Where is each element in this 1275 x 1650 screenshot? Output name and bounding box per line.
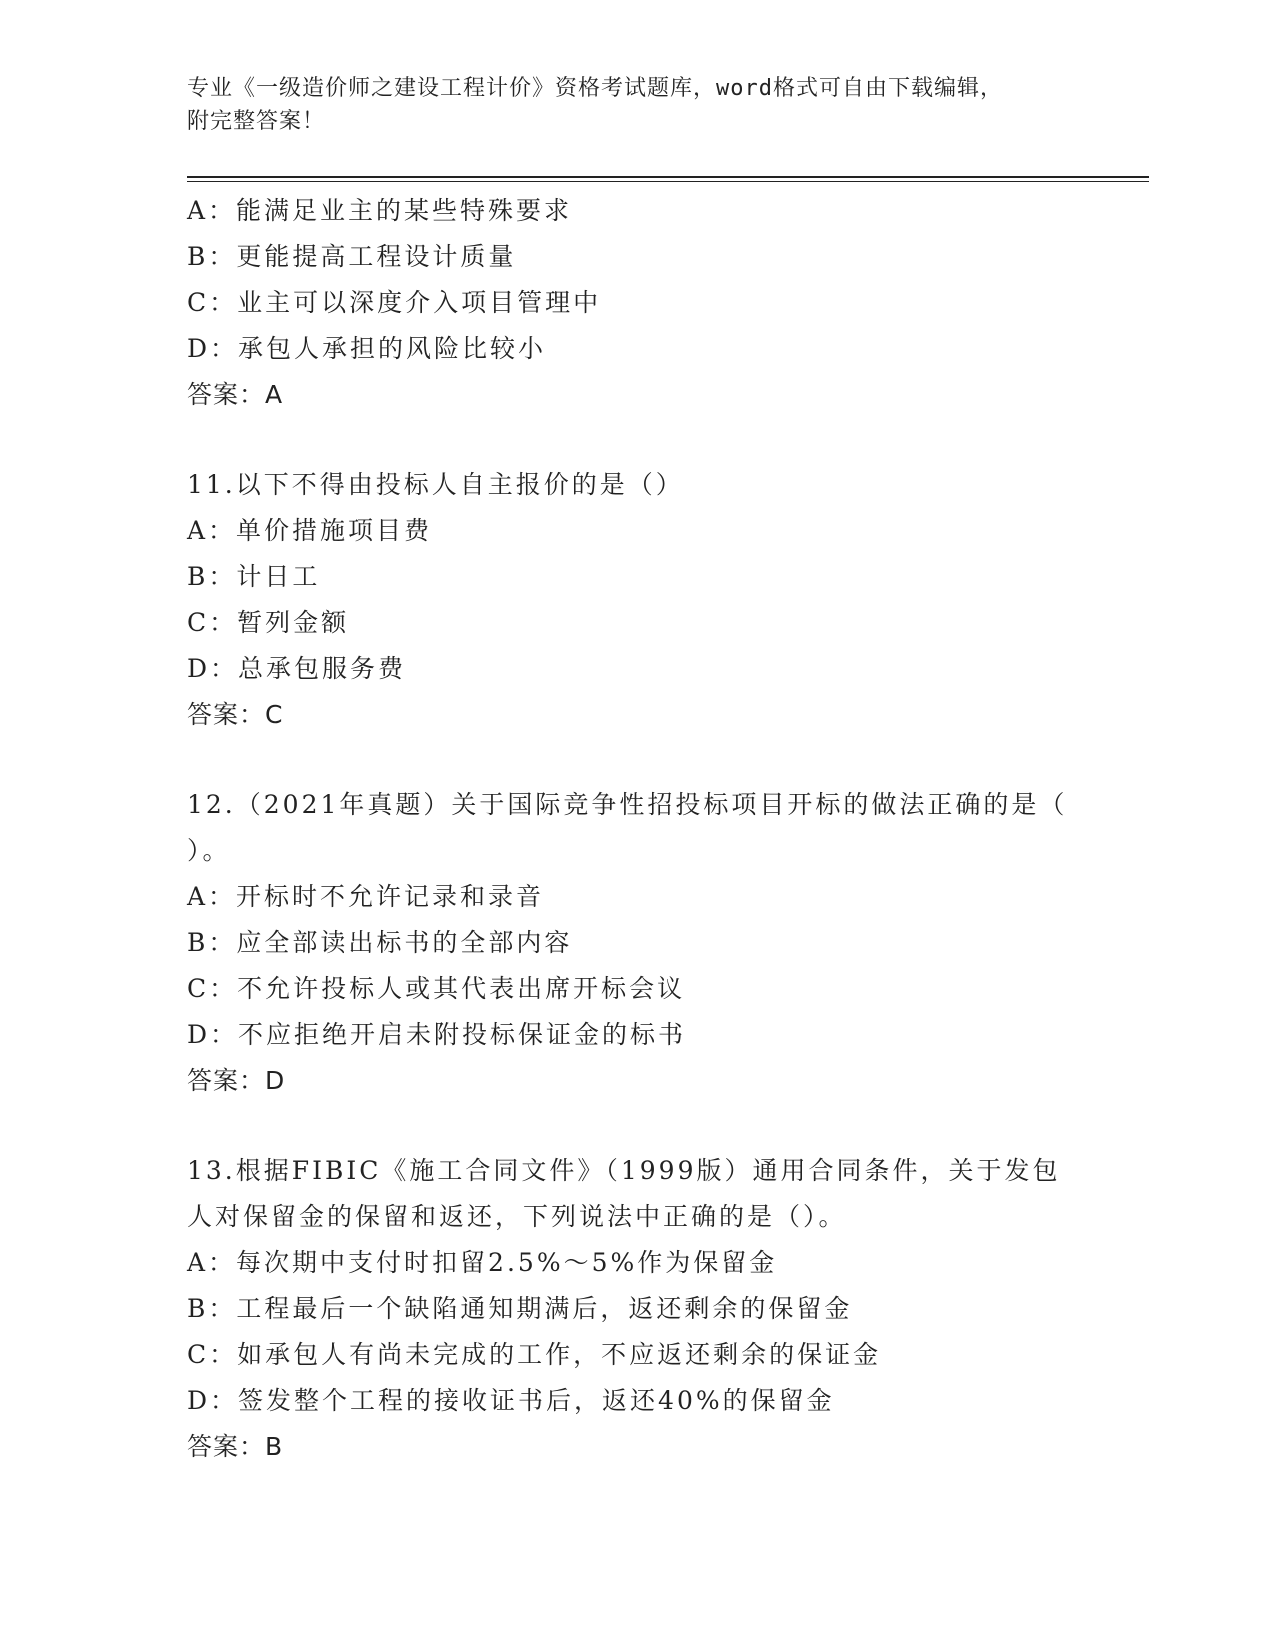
question-10 bbox=[187, 188, 1087, 418]
option-a: A：开标时不允许记录和录音 bbox=[187, 882, 545, 911]
option-c: C：如承包人有尚未完成的工作，不应返还剩余的保证金 bbox=[187, 1340, 882, 1369]
spacer bbox=[187, 1104, 1087, 1148]
question-stem-line-2: ）。 bbox=[187, 836, 231, 865]
option-a: A：能满足业主的某些特殊要求 bbox=[187, 196, 573, 225]
option-d: D：总承包服务费 bbox=[187, 654, 407, 683]
header-divider-thin bbox=[187, 181, 1149, 182]
option-a: A：单价措施项目费 bbox=[187, 516, 433, 545]
question-11 bbox=[187, 462, 1087, 738]
header-line-1: 专业《一级造价师之建设工程计价》资格考试题库，word格式可自由下载编辑， bbox=[187, 76, 1003, 101]
option-b: B：更能提高工程设计质量 bbox=[187, 242, 517, 271]
option-c: C：暂列金额 bbox=[187, 608, 350, 637]
question-stem: 11.以下不得由投标人自主报价的是（） bbox=[187, 470, 684, 499]
question-12 bbox=[187, 782, 1087, 1104]
option-b: B：计日工 bbox=[187, 562, 321, 591]
question-stem-line-1: 12.（2021年真题）关于国际竞争性招投标项目开标的做法正确的是（ bbox=[187, 790, 1068, 819]
question-stem-line-1: 13.根据FIBIC《施工合同文件》（1999版）通用合同条件，关于发包 bbox=[187, 1156, 1061, 1185]
document-header bbox=[187, 72, 1087, 138]
question-list bbox=[187, 188, 1087, 1470]
option-a: A：每次期中支付时扣留2.5%～5%作为保留金 bbox=[187, 1248, 778, 1277]
option-b: B：工程最后一个缺陷通知期满后，返还剩余的保留金 bbox=[187, 1294, 853, 1323]
question-13 bbox=[187, 1148, 1087, 1470]
option-d: D：签发整个工程的接收证书后，返还40%的保留金 bbox=[187, 1386, 835, 1415]
option-b: B：应全部读出标书的全部内容 bbox=[187, 928, 573, 957]
option-d: D：承包人承担的风险比较小 bbox=[187, 334, 547, 363]
spacer bbox=[187, 738, 1087, 782]
question-stem-line-2: 人对保留金的保留和返还，下列说法中正确的是（）。 bbox=[187, 1202, 847, 1231]
answer: 答案：B bbox=[187, 1432, 284, 1461]
answer: 答案：A bbox=[187, 380, 284, 409]
option-d: D：不应拒绝开启未附投标保证金的标书 bbox=[187, 1020, 687, 1049]
answer: 答案：D bbox=[187, 1066, 286, 1095]
spacer bbox=[187, 418, 1087, 462]
option-c: C：业主可以深度介入项目管理中 bbox=[187, 288, 602, 317]
answer: 答案：C bbox=[187, 700, 284, 729]
option-c: C：不允许投标人或其代表出席开标会议 bbox=[187, 974, 686, 1003]
header-divider-thick bbox=[187, 176, 1149, 178]
header-line-2: 附完整答案！ bbox=[187, 109, 326, 134]
